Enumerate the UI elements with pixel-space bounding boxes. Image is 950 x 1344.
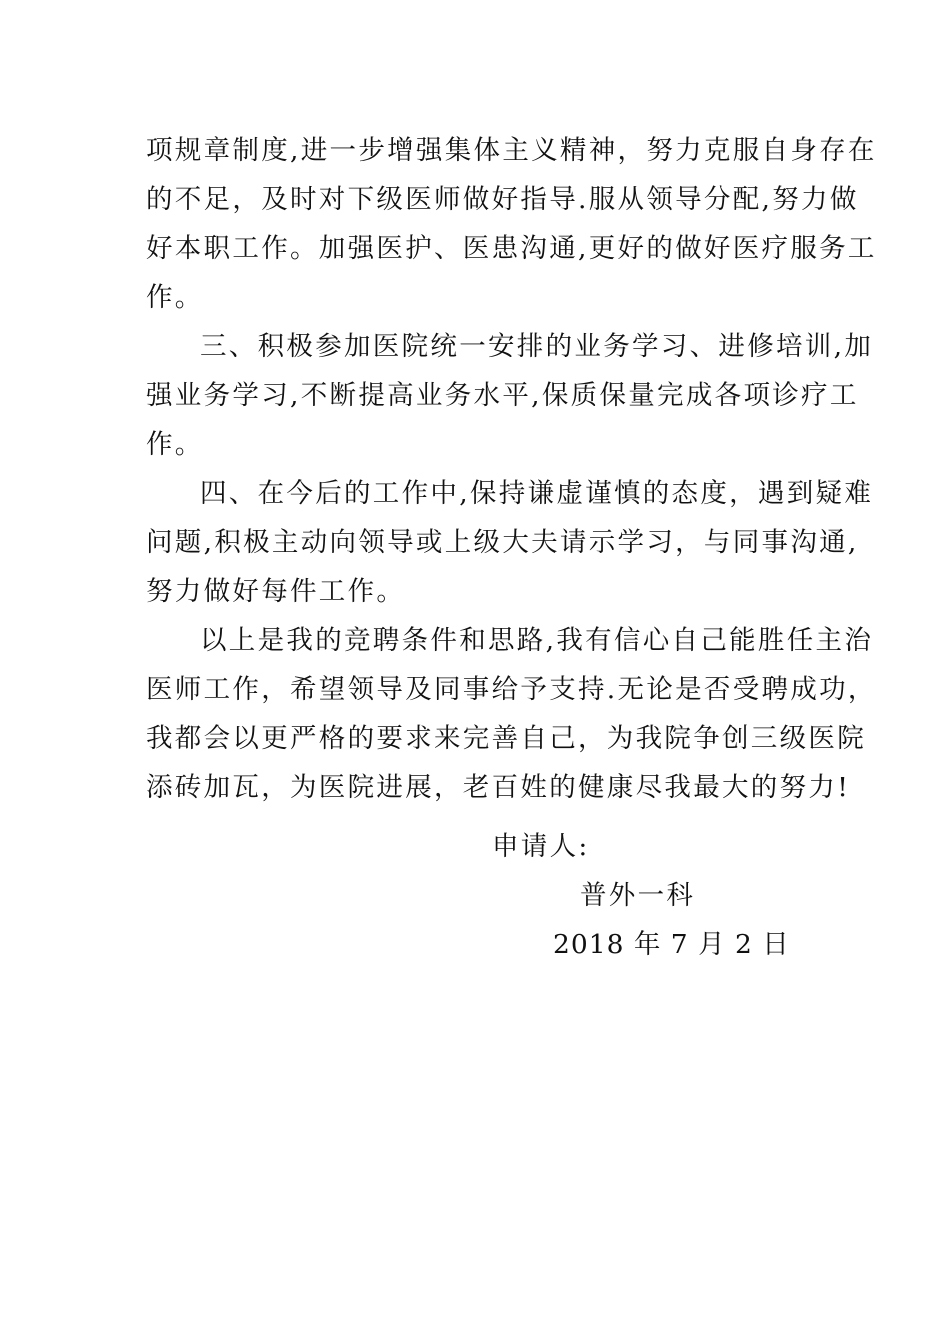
closing-paragraph-first-line: 以上是我的竞聘条件和思路,我有信心自己能胜任主治	[200, 625, 874, 656]
text-line: 医师工作，希望领导及同事给予支持.无论是否受聘成功，	[146, 674, 877, 705]
department-name: 普外一科	[580, 880, 696, 911]
paragraph-three-first-line: 三、积极参加医院统一安排的业务学习、进修培训,加	[200, 331, 874, 362]
text-line: 作。	[146, 282, 204, 313]
text-line: 努力做好每件工作。	[146, 576, 406, 607]
body-text	[146, 126, 877, 812]
text-line: 强业务学习,不断提高业务水平,保质保量完成各项诊疗工	[146, 380, 859, 411]
text-line: 问题,积极主动向领导或上级大夫请示学习，与同事沟通,	[146, 527, 859, 558]
text-line: 好本职工作。加强医护、医患沟通,更好的做好医疗服务工	[146, 233, 877, 264]
paragraph-four-first-line: 四、在今后的工作中,保持谦虚谨慎的态度，遇到疑难	[200, 478, 874, 509]
text-line: 添砖加瓦，为医院进展，老百姓的健康尽我最大的努力!	[146, 772, 851, 803]
text-line: 的不足，及时对下级医师做好指导.服从领导分配,努力做	[146, 184, 859, 215]
applicant-label: 申请人:	[492, 831, 590, 862]
signature-date: 2018 年 7 月 2 日	[553, 929, 790, 960]
text-line: 我都会以更严格的要求来完善自己，为我院争创三级医院	[146, 723, 866, 754]
text-line: 作。	[146, 429, 204, 460]
text-line: 项规章制度,进一步增强集体主义精神，努力克服自身存在	[146, 135, 877, 166]
